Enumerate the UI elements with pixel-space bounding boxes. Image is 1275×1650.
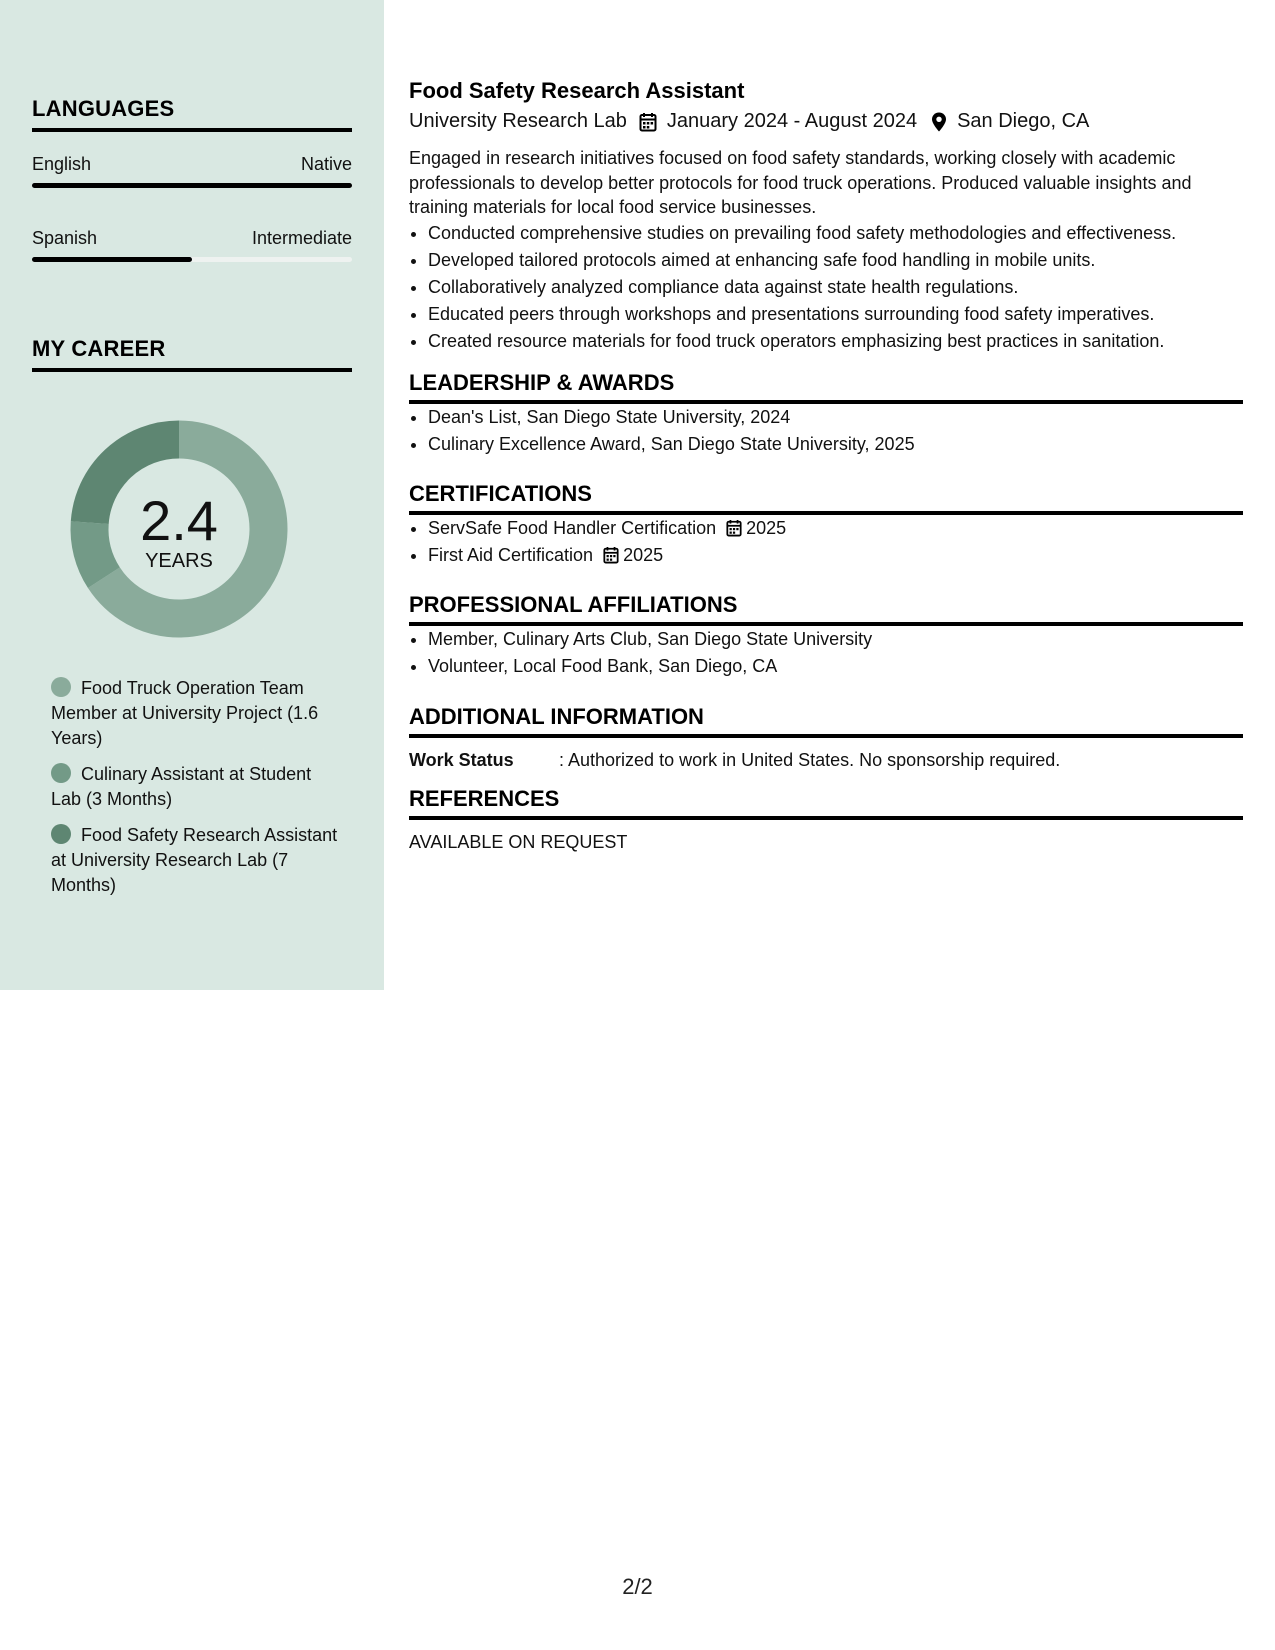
sidebar: [0, 0, 384, 990]
legend-item: [51, 676, 341, 751]
job-company: University Research Lab: [409, 110, 627, 132]
career-heading: MY CAREER: [32, 336, 352, 372]
affiliation-item: • Member, Culinary Arts Club, San Diego State University: [428, 626, 1243, 653]
language-name: English: [32, 154, 92, 174]
job-bullet: • Educated peers through workshops and presentations surrounding food safety imperatives.: [428, 301, 1243, 328]
languages-section: [32, 96, 352, 262]
certification-year: 2025: [746, 518, 787, 538]
affiliations-heading: PROFESSIONAL AFFILIATIONS: [409, 592, 1243, 626]
additional-info-heading: ADDITIONAL INFORMATION: [409, 704, 1243, 738]
affiliations-section: [409, 592, 1243, 680]
job-title: Food Safety Research Assistant: [409, 78, 745, 103]
language-proficiency-fill: [32, 257, 192, 262]
awards-list: [409, 404, 1243, 458]
career-donut-chart: [66, 416, 292, 642]
certification-year: 2025: [623, 545, 664, 565]
certification-item: [428, 515, 1243, 542]
languages-heading: LANGUAGES: [32, 96, 352, 132]
job-bullets: [409, 220, 1243, 355]
work-status-row: [409, 750, 1243, 771]
certification-item: [428, 542, 1243, 569]
calendar-icon: [603, 546, 619, 564]
references-heading: REFERENCES: [409, 786, 1243, 820]
legend-item: [51, 823, 341, 898]
legend-item: [51, 762, 341, 812]
job-description: Engaged in research initiatives focused on food safety standards, working closely with academic professionals to develop better protocols for food truck operations. Produced valuable insights and training materials for local food service businesses.: [409, 148, 1192, 217]
awards-section: [409, 370, 1243, 458]
language-name: Spanish: [32, 228, 98, 248]
career-section: [32, 336, 352, 372]
references-text: AVAILABLE ON REQUEST: [409, 832, 628, 852]
language-level: Native: [300, 154, 352, 174]
work-status-value: : Authorized to work in United States. No sponsorship required.: [559, 750, 1061, 770]
job-bullet: • Collaboratively analyzed compliance data against state health regulations.: [428, 274, 1243, 301]
additional-info-section: [409, 704, 1243, 771]
calendar-icon: [726, 519, 742, 537]
language-proficiency-fill: [32, 183, 352, 188]
legend-color-dot: [51, 824, 71, 844]
job-dates: January 2024 - August 2024: [666, 110, 918, 132]
legend-label: Culinary Assistant at Student Lab (3 Months): [51, 764, 312, 809]
language-level: Intermediate: [251, 228, 352, 248]
career-legend: [51, 676, 341, 909]
legend-color-dot: [51, 763, 71, 783]
language-proficiency-bar: [32, 257, 352, 262]
language-proficiency-bar: [32, 183, 352, 188]
legend-label: Food Truck Operation Team Member at University Project (1.6 Years): [51, 678, 319, 748]
affiliations-list: [409, 626, 1243, 680]
page-number: 2/2: [622, 1574, 653, 1599]
job-bullet: • Developed tailored protocols aimed at enhancing safe food handling in mobile units.: [428, 247, 1243, 274]
awards-heading: LEADERSHIP & AWARDS: [409, 370, 1243, 404]
career-total-value: 2.4: [140, 489, 218, 552]
calendar-icon: [639, 112, 657, 132]
certification-name: ServSafe Food Handler Certification: [428, 518, 717, 538]
certification-name: First Aid Certification: [428, 545, 594, 565]
language-item-english: [32, 154, 352, 188]
certifications-list: [409, 515, 1243, 569]
references-section: [409, 786, 1243, 853]
certifications-section: [409, 481, 1243, 569]
award-item: • Culinary Excellence Award, San Diego State University, 2025: [428, 431, 1243, 458]
job-description-block: [409, 146, 1243, 355]
career-total-unit: YEARS: [145, 550, 213, 572]
job-bullet: • Conducted comprehensive studies on prevailing food safety methodologies and effectiveness.: [428, 220, 1243, 247]
job-bullet: • Created resource materials for food truck operators emphasizing best practices in sanitation.: [428, 328, 1243, 355]
location-pin-icon: [931, 112, 947, 132]
legend-label: Food Safety Research Assistant at University Research Lab (7 Months): [51, 825, 338, 895]
job-location: San Diego, CA: [957, 110, 1090, 132]
legend-color-dot: [51, 677, 71, 697]
language-item-spanish: [32, 228, 352, 262]
award-item: • Dean's List, San Diego State University, 2024: [428, 404, 1243, 431]
job-meta: [409, 110, 1089, 133]
certifications-heading: CERTIFICATIONS: [409, 481, 1243, 515]
work-status-label: Work Status: [409, 750, 514, 770]
affiliation-item: • Volunteer, Local Food Bank, San Diego, CA: [428, 653, 1243, 680]
